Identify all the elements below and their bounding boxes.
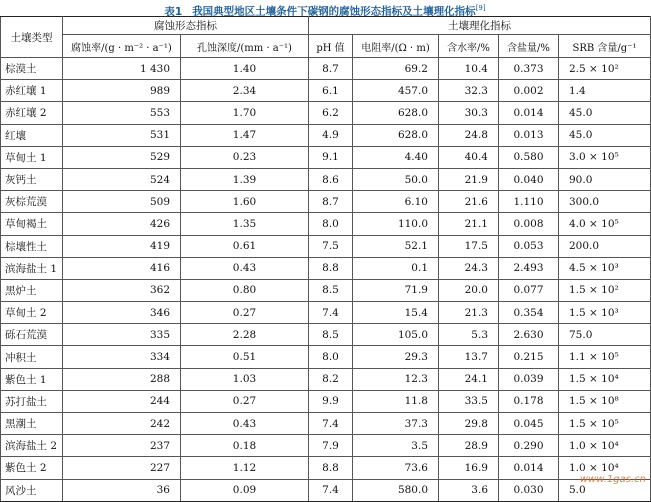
cell-corrosion-rate: 362 xyxy=(63,279,181,301)
cell-pit-depth: 0.27 xyxy=(181,302,309,324)
cell-srb-content: 2.5 × 10² xyxy=(559,58,651,80)
cell-ph: 8.0 xyxy=(309,213,353,235)
cell-pit-depth: 1.35 xyxy=(181,213,309,235)
cell-salt-content: 0.040 xyxy=(499,168,559,190)
cell-srb-content: 1.0 × 10⁴ xyxy=(559,457,651,479)
cell-pit-depth: 0.09 xyxy=(181,479,309,501)
cell-water-content: 16.9 xyxy=(439,457,499,479)
cell-ph: 7.9 xyxy=(309,435,353,457)
table-row xyxy=(1,324,651,346)
cell-ph: 8.8 xyxy=(309,257,353,279)
cell-soil-type: 草甸褐土 xyxy=(1,213,63,235)
cell-corrosion-rate: 524 xyxy=(63,168,181,190)
cell-corrosion-rate: 334 xyxy=(63,346,181,368)
cell-srb-content: 1.5 × 10³ xyxy=(559,302,651,324)
cell-water-content: 20.0 xyxy=(439,279,499,301)
cell-salt-content: 0.354 xyxy=(499,302,559,324)
cell-resistivity: 71.9 xyxy=(353,279,439,301)
table-title: 我国典型地区土壤条件下碳钢的腐蚀形态指标及土壤理化指标 xyxy=(192,5,476,18)
cell-ph: 6.1 xyxy=(309,80,353,102)
cell-corrosion-rate: 419 xyxy=(63,235,181,257)
cell-resistivity: 50.0 xyxy=(353,168,439,190)
cell-srb-content: 1.5 × 10⁸ xyxy=(559,390,651,412)
cell-ph: 8.8 xyxy=(309,457,353,479)
table-row xyxy=(1,80,651,102)
table-row xyxy=(1,124,651,146)
corrosion-table xyxy=(0,16,651,502)
table-row xyxy=(1,279,651,301)
header-corrosion-rate: 腐蚀率/(g · m⁻² · a⁻¹) xyxy=(63,35,181,58)
cell-ph: 9.9 xyxy=(309,390,353,412)
cell-water-content: 13.7 xyxy=(439,346,499,368)
cell-resistivity: 73.6 xyxy=(353,457,439,479)
cell-ph: 9.1 xyxy=(309,146,353,168)
table-row xyxy=(1,58,651,80)
cell-salt-content: 0.039 xyxy=(499,368,559,390)
cell-soil-type: 赤红壤 2 xyxy=(1,102,63,124)
cell-resistivity: 69.2 xyxy=(353,58,439,80)
cell-soil-type: 冲积土 xyxy=(1,346,63,368)
cell-resistivity: 110.0 xyxy=(353,213,439,235)
cell-pit-depth: 0.27 xyxy=(181,390,309,412)
cell-soil-type: 灰钙土 xyxy=(1,168,63,190)
cell-srb-content: 75.0 xyxy=(559,324,651,346)
cell-srb-content: 4.5 × 10³ xyxy=(559,257,651,279)
cell-water-content: 10.4 xyxy=(439,58,499,80)
cell-ph: 4.9 xyxy=(309,124,353,146)
cell-ph: 7.4 xyxy=(309,479,353,501)
cell-soil-type: 苏打盐土 xyxy=(1,390,63,412)
cell-salt-content: 0.053 xyxy=(499,235,559,257)
cell-resistivity: 580.0 xyxy=(353,479,439,501)
cell-ph: 8.7 xyxy=(309,191,353,213)
cell-resistivity: 4.40 xyxy=(353,146,439,168)
cell-salt-content: 0.014 xyxy=(499,457,559,479)
cell-salt-content: 0.002 xyxy=(499,80,559,102)
table-body xyxy=(1,58,651,502)
cell-water-content: 21.9 xyxy=(439,168,499,190)
cell-corrosion-rate: 244 xyxy=(63,390,181,412)
cell-salt-content: 0.290 xyxy=(499,435,559,457)
cell-soil-type: 砾石荒漠 xyxy=(1,324,63,346)
cell-resistivity: 457.0 xyxy=(353,80,439,102)
header-ph: pH 值 xyxy=(309,35,353,58)
cell-water-content: 32.3 xyxy=(439,80,499,102)
cell-soil-type: 黑炉土 xyxy=(1,279,63,301)
cell-pit-depth: 1.70 xyxy=(181,102,309,124)
table-row xyxy=(1,257,651,279)
cell-soil-type: 滨海盐土 1 xyxy=(1,257,63,279)
cell-corrosion-rate: 36 xyxy=(63,479,181,501)
cell-salt-content: 0.030 xyxy=(499,479,559,501)
cell-srb-content: 1.5 × 10⁴ xyxy=(559,368,651,390)
cell-resistivity: 3.5 xyxy=(353,435,439,457)
header-salt-content: 含盐量/% xyxy=(499,35,559,58)
cell-srb-content: 90.0 xyxy=(559,168,651,190)
cell-soil-type: 滨海盐土 2 xyxy=(1,435,63,457)
table-row xyxy=(1,479,651,501)
table-label: 表1 xyxy=(164,5,183,18)
cell-water-content: 21.6 xyxy=(439,191,499,213)
cell-pit-depth: 1.60 xyxy=(181,191,309,213)
cell-water-content: 40.4 xyxy=(439,146,499,168)
header-water-content: 含水率/% xyxy=(439,35,499,58)
cell-corrosion-rate: 426 xyxy=(63,213,181,235)
cell-pit-depth: 0.18 xyxy=(181,435,309,457)
header-group-corrosion: 腐蚀形态指标 xyxy=(63,17,309,35)
cell-pit-depth: 1.47 xyxy=(181,124,309,146)
cell-soil-type: 黑潮土 xyxy=(1,413,63,435)
citation-ref: [9] xyxy=(475,4,486,12)
cell-corrosion-rate: 553 xyxy=(63,102,181,124)
cell-water-content: 33.5 xyxy=(439,390,499,412)
cell-srb-content: 1.5 × 10² xyxy=(559,279,651,301)
cell-pit-depth: 1.39 xyxy=(181,168,309,190)
cell-srb-content: 45.0 xyxy=(559,124,651,146)
cell-water-content: 24.1 xyxy=(439,368,499,390)
cell-pit-depth: 1.40 xyxy=(181,58,309,80)
table-row xyxy=(1,435,651,457)
cell-srb-content: 3.0 × 10⁵ xyxy=(559,146,651,168)
cell-corrosion-rate: 288 xyxy=(63,368,181,390)
table-row xyxy=(1,346,651,368)
cell-pit-depth: 2.34 xyxy=(181,80,309,102)
cell-ph: 8.2 xyxy=(309,368,353,390)
cell-resistivity: 105.0 xyxy=(353,324,439,346)
cell-resistivity: 52.1 xyxy=(353,235,439,257)
cell-water-content: 24.8 xyxy=(439,124,499,146)
cell-soil-type: 棕壤性土 xyxy=(1,235,63,257)
cell-water-content: 17.5 xyxy=(439,235,499,257)
cell-srb-content: 45.0 xyxy=(559,102,651,124)
cell-soil-type: 草甸土 1 xyxy=(1,146,63,168)
cell-water-content: 24.3 xyxy=(439,257,499,279)
cell-srb-content: 1.5 × 10⁵ xyxy=(559,413,651,435)
cell-salt-content: 0.373 xyxy=(499,58,559,80)
cell-salt-content: 0.008 xyxy=(499,213,559,235)
cell-ph: 8.7 xyxy=(309,58,353,80)
cell-salt-content: 2.493 xyxy=(499,257,559,279)
cell-pit-depth: 1.03 xyxy=(181,368,309,390)
cell-corrosion-rate: 416 xyxy=(63,257,181,279)
cell-salt-content: 0.013 xyxy=(499,124,559,146)
cell-corrosion-rate: 242 xyxy=(63,413,181,435)
table-row xyxy=(1,413,651,435)
table-row xyxy=(1,368,651,390)
cell-ph: 7.4 xyxy=(309,413,353,435)
table-row xyxy=(1,390,651,412)
cell-water-content: 5.3 xyxy=(439,324,499,346)
cell-salt-content: 0.215 xyxy=(499,346,559,368)
cell-resistivity: 29.3 xyxy=(353,346,439,368)
cell-pit-depth: 0.51 xyxy=(181,346,309,368)
cell-corrosion-rate: 1 430 xyxy=(63,58,181,80)
cell-salt-content: 0.178 xyxy=(499,390,559,412)
cell-soil-type: 红壤 xyxy=(1,124,63,146)
cell-resistivity: 0.1 xyxy=(353,257,439,279)
cell-srb-content: 300.0 xyxy=(559,191,651,213)
cell-salt-content: 0.077 xyxy=(499,279,559,301)
cell-pit-depth: 0.43 xyxy=(181,257,309,279)
cell-soil-type: 紫色土 1 xyxy=(1,368,63,390)
cell-soil-type: 赤红壤 1 xyxy=(1,80,63,102)
cell-ph: 8.0 xyxy=(309,346,353,368)
cell-water-content: 29.8 xyxy=(439,413,499,435)
cell-soil-type: 灰棕荒漠 xyxy=(1,191,63,213)
header-pit-depth: 孔蚀深度/(mm · a⁻¹) xyxy=(181,35,309,58)
table-caption xyxy=(0,0,650,16)
cell-corrosion-rate: 529 xyxy=(63,146,181,168)
cell-corrosion-rate: 237 xyxy=(63,435,181,457)
cell-pit-depth: 1.12 xyxy=(181,457,309,479)
cell-resistivity: 15.4 xyxy=(353,302,439,324)
table-row xyxy=(1,191,651,213)
cell-ph: 8.5 xyxy=(309,324,353,346)
cell-resistivity: 37.3 xyxy=(353,413,439,435)
cell-ph: 7.4 xyxy=(309,302,353,324)
cell-resistivity: 12.3 xyxy=(353,368,439,390)
cell-corrosion-rate: 531 xyxy=(63,124,181,146)
cell-resistivity: 628.0 xyxy=(353,124,439,146)
cell-srb-content: 1.4 xyxy=(559,80,651,102)
cell-resistivity: 6.10 xyxy=(353,191,439,213)
cell-water-content: 21.1 xyxy=(439,213,499,235)
cell-pit-depth: 0.23 xyxy=(181,146,309,168)
cell-salt-content: 0.580 xyxy=(499,146,559,168)
cell-salt-content: 0.014 xyxy=(499,102,559,124)
header-group-row xyxy=(1,17,651,35)
cell-srb-content: 4.0 × 10⁵ xyxy=(559,213,651,235)
header-resistivity: 电阻率/(Ω · m) xyxy=(353,35,439,58)
cell-pit-depth: 0.80 xyxy=(181,279,309,301)
cell-srb-content: 200.0 xyxy=(559,235,651,257)
cell-soil-type: 风沙土 xyxy=(1,479,63,501)
table-row xyxy=(1,146,651,168)
cell-ph: 6.2 xyxy=(309,102,353,124)
table-row xyxy=(1,235,651,257)
cell-water-content: 3.6 xyxy=(439,479,499,501)
cell-water-content: 28.9 xyxy=(439,435,499,457)
cell-ph: 8.5 xyxy=(309,279,353,301)
cell-soil-type: 棕漠土 xyxy=(1,58,63,80)
header-group-physchem: 土壤理化指标 xyxy=(309,17,651,35)
cell-resistivity: 11.8 xyxy=(353,390,439,412)
cell-corrosion-rate: 989 xyxy=(63,80,181,102)
cell-srb-content: 1.0 × 10⁴ xyxy=(559,435,651,457)
cell-corrosion-rate: 346 xyxy=(63,302,181,324)
table-row xyxy=(1,302,651,324)
cell-corrosion-rate: 509 xyxy=(63,191,181,213)
header-soil-type: 土壤类型 xyxy=(1,17,63,58)
table-row xyxy=(1,168,651,190)
header-column-row xyxy=(1,35,651,58)
cell-corrosion-rate: 227 xyxy=(63,457,181,479)
cell-pit-depth: 2.28 xyxy=(181,324,309,346)
cell-pit-depth: 0.61 xyxy=(181,235,309,257)
cell-corrosion-rate: 335 xyxy=(63,324,181,346)
cell-resistivity: 628.0 xyxy=(353,102,439,124)
cell-water-content: 30.3 xyxy=(439,102,499,124)
table-row xyxy=(1,457,651,479)
cell-salt-content: 1.110 xyxy=(499,191,559,213)
cell-ph: 7.5 xyxy=(309,235,353,257)
header-srb-content: SRB 含量/g⁻¹ xyxy=(559,35,651,58)
cell-ph: 8.6 xyxy=(309,168,353,190)
cell-salt-content: 2.630 xyxy=(499,324,559,346)
table-row xyxy=(1,102,651,124)
cell-soil-type: 草甸土 2 xyxy=(1,302,63,324)
cell-soil-type: 紫色土 2 xyxy=(1,457,63,479)
cell-water-content: 21.3 xyxy=(439,302,499,324)
cell-srb-content: 5.0 xyxy=(559,479,651,501)
table-row xyxy=(1,213,651,235)
cell-pit-depth: 0.43 xyxy=(181,413,309,435)
cell-salt-content: 0.045 xyxy=(499,413,559,435)
cell-srb-content: 1.1 × 10⁵ xyxy=(559,346,651,368)
site-watermark: www.1gas.cn xyxy=(579,474,646,485)
